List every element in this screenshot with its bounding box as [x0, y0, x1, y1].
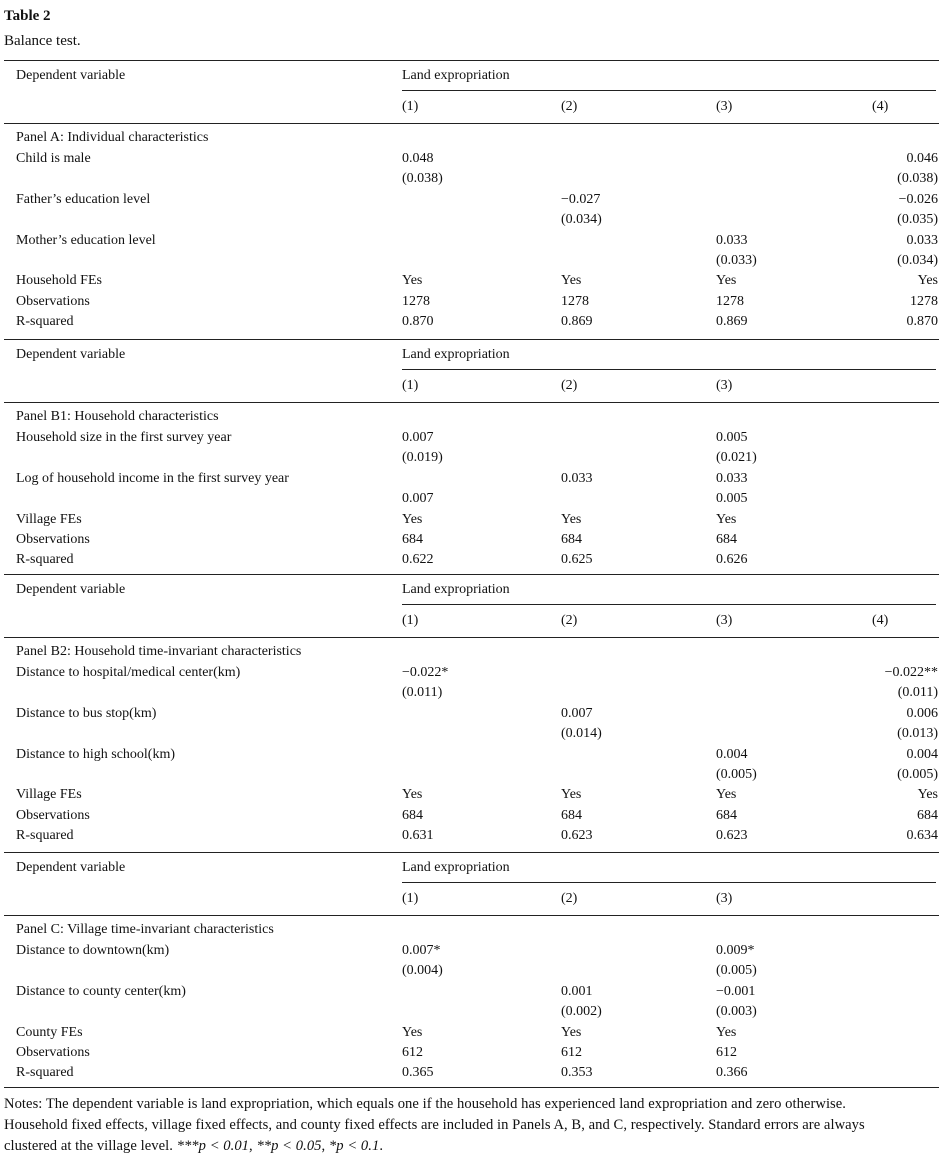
table-cell: Yes — [917, 273, 938, 289]
table-cell: Yes — [561, 1024, 582, 1040]
column-header-3: (3) — [716, 613, 733, 628]
table-cell: 684 — [716, 807, 737, 823]
table-cell: 0.007* — [402, 943, 441, 958]
notes-line-2: Household fixed effects, village fixed effects, and county fixed effects are included in Panels A, B, and C, respectively. Standard errors are always — [4, 1117, 865, 1133]
panel-title: Panel C: Village time-invariant characteristics — [16, 922, 274, 937]
dependent-variable-label: Dependent variable — [16, 860, 126, 875]
table-cell: 612 — [402, 1045, 423, 1060]
table-cell: (0.005) — [716, 767, 757, 782]
column-header-1: (1) — [402, 891, 419, 906]
header-bottom-rule — [4, 915, 939, 916]
dependent-variable-underline — [402, 369, 936, 370]
table-cell: 0.623 — [716, 828, 748, 844]
table-cell: (0.003) — [716, 1004, 757, 1020]
table-cell: 0.009* — [716, 943, 755, 958]
row-label: County FEs — [16, 1024, 83, 1040]
panel-title: Panel B1: Household characteristics — [16, 409, 219, 424]
section-top-rule — [4, 60, 939, 61]
header-bottom-rule — [4, 123, 939, 124]
column-header-2: (2) — [561, 99, 578, 114]
sig-sep-2: , — [321, 1138, 329, 1154]
row-label: R-squared — [16, 1065, 74, 1081]
dependent-variable-value: Land expropriation — [402, 860, 510, 875]
table-cell: 0.046 — [906, 151, 938, 166]
row-label: Household FEs — [16, 273, 102, 289]
table-cell: 684 — [561, 532, 582, 547]
dependent-variable-value: Land expropriation — [402, 347, 510, 362]
table-cell: 0.634 — [906, 828, 938, 844]
sig-level-2: **p < 0.05 — [256, 1138, 322, 1154]
row-label: Observations — [16, 1045, 90, 1060]
table-cell: (0.002) — [561, 1004, 602, 1020]
table-cell: 0.626 — [716, 552, 748, 568]
dependent-variable-underline — [402, 882, 936, 883]
table-title: Table 2 — [4, 8, 51, 24]
table-cell: 1278 — [402, 293, 430, 309]
table-cell: 0.365 — [402, 1065, 434, 1081]
table-cell: (0.034) — [897, 253, 938, 268]
row-label: Distance to county center(km) — [16, 983, 186, 999]
table-cell: 0.004 — [716, 746, 748, 762]
row-label: Household size in the first survey year — [16, 430, 232, 445]
table-cell: 0.033 — [906, 232, 938, 248]
panel-title: Panel B2: Household time-invariant characteristics — [16, 644, 302, 659]
table-cell: 684 — [402, 807, 423, 823]
table-cell: (0.005) — [716, 963, 757, 979]
table-cell: (0.011) — [402, 685, 443, 701]
table-cell: (0.033) — [716, 253, 757, 268]
column-header-3: (3) — [716, 378, 733, 393]
row-label: Distance to high school(km) — [16, 746, 176, 762]
table-cell: 0.007 — [561, 705, 593, 721]
table-cell: (0.004) — [402, 963, 443, 979]
table-cell: 0.869 — [716, 314, 748, 330]
table-cell: 0.005 — [716, 430, 748, 445]
section-top-rule — [4, 339, 939, 340]
section-top-rule — [4, 574, 939, 575]
table-cell: 0.366 — [716, 1065, 748, 1081]
table-cell: (0.035) — [897, 212, 938, 228]
table-cell: Yes — [561, 787, 582, 803]
table-cell: Yes — [402, 273, 423, 289]
dependent-variable-label: Dependent variable — [16, 68, 126, 83]
table-cell: 0.006 — [906, 705, 938, 721]
column-header-2: (2) — [561, 378, 578, 393]
table-cell: 684 — [561, 807, 582, 823]
table-cell: 0.631 — [402, 828, 434, 844]
row-label: Observations — [16, 293, 90, 309]
dependent-variable-underline — [402, 604, 936, 605]
row-label: Village FEs — [16, 511, 82, 527]
table-cell: 0.007 — [402, 491, 434, 507]
table-cell: 612 — [561, 1045, 582, 1060]
column-header-3: (3) — [716, 891, 733, 906]
table-cell: 684 — [402, 532, 423, 547]
row-label: Mother’s education level — [16, 232, 156, 248]
table-cell: Yes — [716, 273, 737, 289]
table-bottom-rule — [4, 1087, 939, 1088]
table-cell: (0.014) — [561, 726, 602, 742]
table-cell: 0.033 — [716, 232, 748, 248]
table-cell: 1278 — [910, 293, 938, 309]
table-notes — [4, 1094, 944, 1157]
row-label: Observations — [16, 532, 90, 547]
table-cell: −0.022* — [402, 665, 449, 680]
row-label: Child is male — [16, 151, 91, 166]
table-cell: −0.027 — [561, 191, 601, 207]
table-cell: (0.019) — [402, 450, 443, 466]
column-header-4: (4) — [872, 613, 889, 628]
column-header-3: (3) — [716, 99, 733, 114]
row-label: Log of household income in the first survey year — [16, 470, 289, 486]
table-cell: −0.026 — [898, 191, 938, 207]
row-label: Distance to downtown(km) — [16, 943, 170, 958]
panel-title: Panel A: Individual characteristics — [16, 130, 209, 145]
notes-line-1: Notes: The dependent variable is land expropriation, which equals one if the household has experienced land expropriation and zero otherwise. — [4, 1096, 846, 1112]
section-top-rule — [4, 852, 939, 853]
row-label: Observations — [16, 807, 90, 823]
table-cell: 684 — [917, 807, 938, 823]
table-cell: (0.013) — [897, 726, 938, 742]
header-bottom-rule — [4, 637, 939, 638]
table-cell: 684 — [716, 532, 737, 547]
dependent-variable-label: Dependent variable — [16, 582, 126, 597]
table-cell: Yes — [561, 273, 582, 289]
dependent-variable-label: Dependent variable — [16, 347, 126, 362]
row-label: Father’s education level — [16, 191, 151, 207]
column-header-1: (1) — [402, 378, 419, 393]
table-subtitle: Balance test. — [4, 33, 81, 49]
table-cell: (0.038) — [897, 171, 938, 187]
table-cell: 0.353 — [561, 1065, 593, 1081]
table-cell: 1278 — [716, 293, 744, 309]
table-cell: Yes — [716, 511, 737, 527]
table-cell: 0.033 — [561, 470, 593, 486]
table-cell: Yes — [716, 1024, 737, 1040]
table-cell: 0.625 — [561, 552, 593, 568]
column-header-1: (1) — [402, 613, 419, 628]
table-cell: (0.034) — [561, 212, 602, 228]
column-header-1: (1) — [402, 99, 419, 114]
dependent-variable-underline — [402, 90, 936, 91]
table-cell: 0.001 — [561, 983, 593, 999]
table-cell: 612 — [716, 1045, 737, 1060]
row-label: Distance to bus stop(km) — [16, 705, 157, 721]
table-cell: −0.001 — [716, 983, 756, 999]
table-cell: 1278 — [561, 293, 589, 309]
table-cell: −0.022** — [884, 665, 938, 680]
dependent-variable-value: Land expropriation — [402, 68, 510, 83]
row-label: R-squared — [16, 552, 74, 568]
table-cell: (0.038) — [402, 171, 443, 187]
table-cell: Yes — [402, 787, 423, 803]
column-header-4: (4) — [872, 99, 889, 114]
table-cell: 0.033 — [716, 470, 748, 486]
table-cell: 0.870 — [906, 314, 938, 330]
table-cell: (0.005) — [897, 767, 938, 782]
dependent-variable-value: Land expropriation — [402, 582, 510, 597]
table-cell: 0.005 — [716, 491, 748, 507]
table-cell: 0.623 — [561, 828, 593, 844]
table-cell: 0.869 — [561, 314, 593, 330]
table-cell: Yes — [402, 511, 423, 527]
table-cell: (0.011) — [897, 685, 938, 701]
column-header-2: (2) — [561, 891, 578, 906]
sig-level-3: *p < 0.1 — [328, 1138, 380, 1154]
table-cell: 0.870 — [402, 314, 434, 330]
sig-level-1: ***p < 0.01 — [176, 1138, 250, 1154]
table-cell: Yes — [716, 787, 737, 803]
table-cell: 0.622 — [402, 552, 434, 568]
table-cell: 0.004 — [906, 746, 938, 762]
table-cell: Yes — [917, 787, 938, 803]
column-header-2: (2) — [561, 613, 578, 628]
row-label: R-squared — [16, 828, 74, 844]
header-bottom-rule — [4, 402, 939, 403]
table-cell: Yes — [561, 511, 582, 527]
notes-line-3 — [4, 1136, 944, 1157]
notes-end: . — [379, 1138, 384, 1154]
table-cell: 0.007 — [402, 430, 434, 445]
table-cell: Yes — [402, 1024, 423, 1040]
table-cell: (0.021) — [716, 450, 757, 466]
row-label: Distance to hospital/medical center(km) — [16, 665, 241, 680]
sig-sep-1: , — [249, 1138, 257, 1154]
row-label: R-squared — [16, 314, 74, 330]
row-label: Village FEs — [16, 787, 82, 803]
notes-line-3-prefix: clustered at the village level. — [4, 1138, 177, 1154]
table-cell: 0.048 — [402, 151, 434, 166]
